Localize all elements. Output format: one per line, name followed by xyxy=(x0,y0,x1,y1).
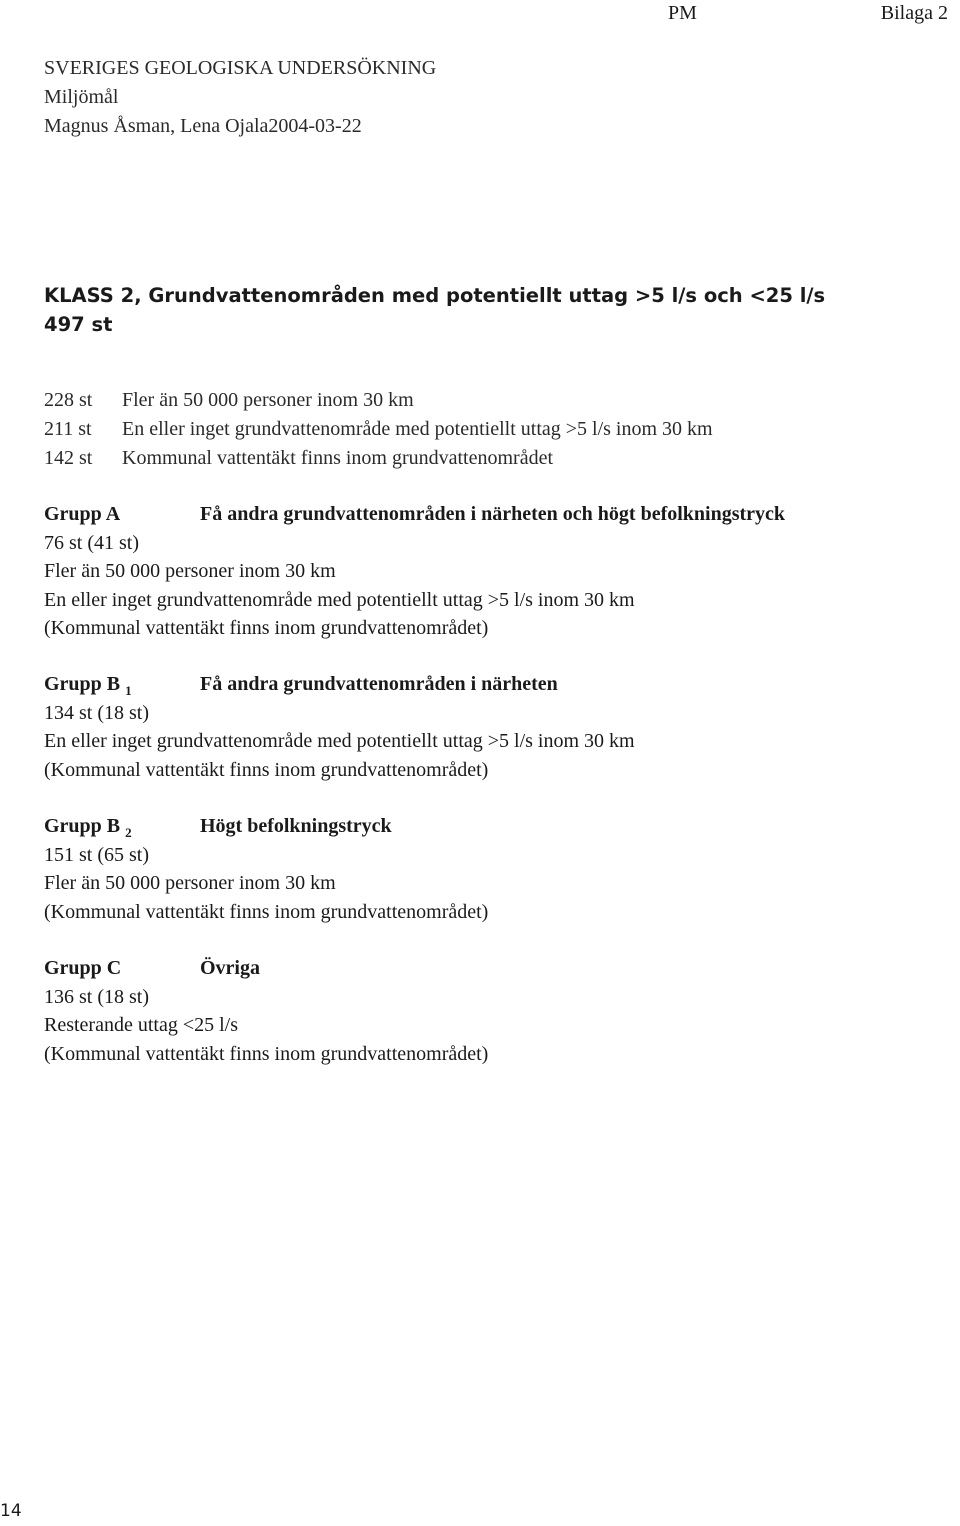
group-name: Grupp B $_1$ xyxy=(44,673,132,698)
group-c xyxy=(44,954,488,1068)
summary-count: 142 st xyxy=(44,447,93,469)
group-heading xyxy=(44,812,488,841)
group-criterion: En eller inget grundvattenområde med potentiellt uttag >5 l/s inom 30 km xyxy=(44,588,635,611)
page-number: 14 xyxy=(0,1501,22,1521)
group-count: 76 st (41 st) xyxy=(44,531,139,554)
group-heading xyxy=(44,670,635,699)
summary-row xyxy=(44,444,713,473)
summary-row xyxy=(44,386,713,415)
summary-count: 211 st xyxy=(44,418,92,440)
document-type-label: PM xyxy=(668,2,697,24)
summary-text: En eller inget grundvattenområde med potentiellt uttag >5 l/s inom 30 km xyxy=(122,418,713,440)
sender-block xyxy=(44,54,436,141)
group-criterion: Fler än 50 000 personer inom 30 km xyxy=(44,872,336,894)
class-title xyxy=(44,281,825,339)
group-a xyxy=(44,500,785,643)
summary-row xyxy=(44,415,713,444)
class-total-count: 497 st xyxy=(44,313,113,336)
group-description: Få andra grundvattenområden i närheten och högt befolkningstryck xyxy=(200,503,786,525)
group-count: 136 st (18 st) xyxy=(44,985,149,1008)
group-subscript: 1 xyxy=(125,683,132,698)
group-count: 134 st (18 st) xyxy=(44,701,149,724)
group-heading xyxy=(44,500,785,529)
summary-text: Kommunal vattentäkt finns inom grundvattenområdet xyxy=(122,447,554,469)
authors-and-date: Magnus Åsman, Lena Ojala2004-03-22 xyxy=(44,115,362,137)
summary-count: 228 st xyxy=(44,389,93,411)
group-description: Högt befolkningstryck xyxy=(200,815,392,837)
group-count: 151 st (65 st) xyxy=(44,843,149,866)
department-name: Miljömål xyxy=(44,86,119,108)
group-description: Övriga xyxy=(200,957,260,979)
group-criterion: Resterande uttag <25 l/s xyxy=(44,1014,239,1036)
group-name: Grupp A xyxy=(44,503,121,525)
organization-name: SVERIGES GEOLOGISKA UNDERSÖKNING xyxy=(44,57,437,79)
group-criterion: (Kommunal vattentäkt finns inom grundvattenområdet) xyxy=(44,758,489,781)
group-criterion: (Kommunal vattentäkt finns inom grundvattenområdet) xyxy=(44,900,489,923)
summary-list xyxy=(44,386,713,473)
group-criterion: (Kommunal vattentäkt finns inom grundvattenområdet) xyxy=(44,617,489,639)
attachment-label: Bilaga 2 xyxy=(880,2,948,24)
group-criterion: (Kommunal vattentäkt finns inom grundvattenområdet) xyxy=(44,1042,489,1065)
group-subscript: 2 xyxy=(125,825,132,840)
summary-text: Fler än 50 000 personer inom 30 km xyxy=(122,389,414,411)
group-name: Grupp B $_2$ xyxy=(44,815,132,840)
group-heading xyxy=(44,954,488,983)
group-name: Grupp C xyxy=(44,957,122,979)
class-title-line: KLASS 2, Grundvattenområden med potentiellt uttag >5 l/s och <25 l/s xyxy=(44,284,826,307)
group-criterion: Fler än 50 000 personer inom 30 km xyxy=(44,560,336,582)
group-description: Få andra grundvattenområden i närheten xyxy=(200,673,558,695)
group-b1 xyxy=(44,670,635,784)
group-criterion: En eller inget grundvattenområde med potentiellt uttag >5 l/s inom 30 km xyxy=(44,730,635,752)
group-b2 xyxy=(44,812,488,926)
